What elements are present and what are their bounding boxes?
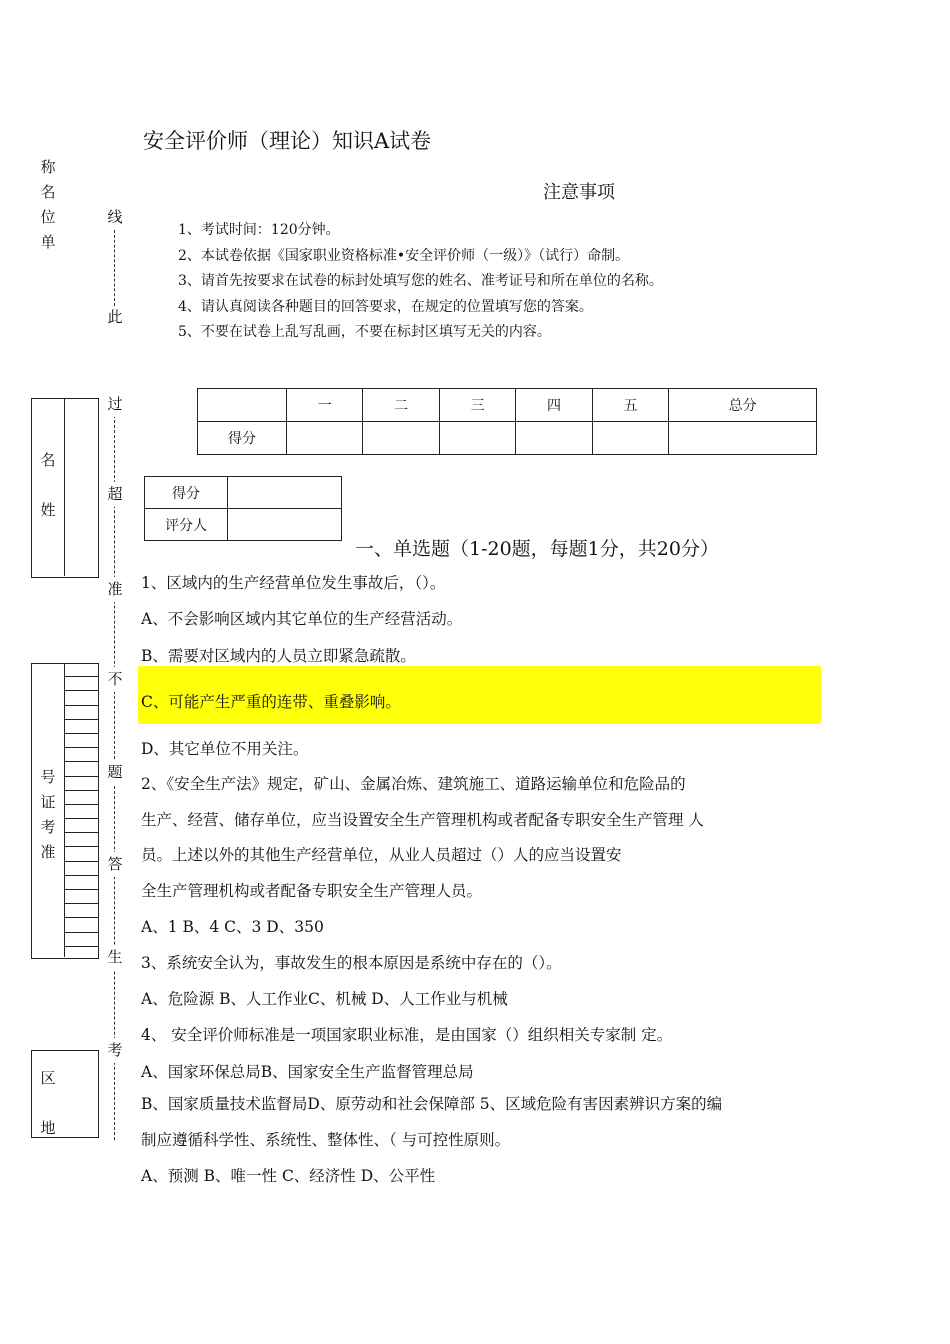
option-line: B、国家质量技术监督局D、原劳动和社会保障部 5、区域危险有害因素辨识方案的编 — [141, 1095, 723, 1113]
score-cell[interactable] — [592, 422, 668, 455]
notice-item: 1、考试时间：120分钟。 — [178, 222, 340, 238]
seal-char-6: 答 — [105, 852, 125, 877]
name-label: 名 姓 — [40, 451, 56, 519]
notice-item: 3、请首先按要求在试卷的标封处填写您的姓名、准考证号和所在单位的名称。 — [178, 273, 663, 289]
question-line: 制应遵循科学性、系统性、整体性、（ 与可控性原则。 — [141, 1131, 511, 1149]
notice-title: 注意事项 — [543, 182, 615, 203]
seal-char-1: 过 — [105, 392, 125, 417]
question-line: 1、区域内的生产经营单位发生事故后，（）。 — [141, 574, 446, 592]
seal-char-5: 题 — [105, 760, 125, 785]
question-line: 员。上述以外的其他生产经营单位，从业人员超过（）人的应当设置安 — [141, 846, 622, 864]
table-header-cell: 五 — [592, 389, 668, 422]
score-cell[interactable] — [516, 422, 592, 455]
seal-text-top: 线 此 — [107, 208, 123, 326]
option-line: B、需要对区域内的人员立即紧急疏散。 — [141, 647, 416, 665]
option-line: D、其它单位不用关注。 — [141, 740, 309, 758]
grader-score-label: 得分 — [145, 477, 228, 509]
table-header-cell: 总分 — [669, 389, 817, 422]
option-line-highlighted: C、可能产生严重的连带、重叠影响。 — [141, 693, 401, 711]
notice-item: 5、不要在试卷上乱写乱画，不要在标封区填写无关的内容。 — [178, 324, 551, 340]
option-line: A、国家环保总局B、国家安全生产监督管理总局 — [141, 1063, 474, 1081]
seal-dashed-line-top — [114, 230, 115, 306]
ticket-label: 号 证 考 准 — [40, 768, 56, 861]
table-header-cell: 一 — [287, 389, 363, 422]
page-title: 安全评价师（理论）知识A试卷 — [143, 129, 432, 153]
table-row-label: 得分 — [198, 422, 287, 455]
notice-item: 2、本试卷依据《国家职业资格标准•安全评价师（一级）》（试行）命制。 — [178, 247, 630, 264]
unit-label: 称 名 位 单 — [40, 158, 56, 251]
option-line: A、1 B、4 C、3 D、350 — [141, 918, 324, 936]
grader-name-cell[interactable] — [228, 509, 342, 541]
notice-item: 4、请认真阅读各种题目的回答要求，在规定的位置填写您的答案。 — [178, 298, 593, 315]
grader-table — [144, 476, 342, 541]
table-header-cell: 二 — [363, 389, 439, 422]
seal-char-8: 考 — [105, 1038, 125, 1063]
option-line: A、预测 B、唯一性 C、经济性 D、公平性 — [141, 1167, 436, 1185]
table-row — [198, 389, 817, 422]
score-cell[interactable] — [439, 422, 515, 455]
seal-char-4: 不 — [105, 667, 125, 692]
score-cell[interactable] — [669, 422, 817, 455]
region-label: 区 地 — [40, 1069, 56, 1137]
table-row — [145, 477, 342, 509]
ticket-number-cells — [64, 663, 99, 957]
table-header-cell: 四 — [516, 389, 592, 422]
name-field-divider — [64, 398, 65, 576]
seal-char-7: 生 — [105, 945, 125, 970]
option-line: A、危险源 B、人工作业C、机械 D、人工作业与机械 — [141, 990, 508, 1008]
table-cell — [198, 389, 287, 422]
score-cell[interactable] — [287, 422, 363, 455]
table-row — [145, 509, 342, 541]
notice-list — [178, 218, 663, 346]
grader-score-cell[interactable] — [228, 477, 342, 509]
grader-name-label: 评分人 — [145, 509, 228, 541]
question-line: 3、系统安全认为，事故发生的根本原因是系统中存在的（）。 — [141, 954, 562, 972]
seal-char-3: 准 — [105, 577, 125, 602]
question-line: 4、 安全评价师标准是一项国家职业标准，是由国家（）组织相关专家制 定。 — [141, 1026, 673, 1044]
question-line: 2、《安全生产法》规定，矿山、金属冶炼、建筑施工、道路运输单位和危险品的 — [141, 775, 686, 793]
table-header-cell: 三 — [439, 389, 515, 422]
question-line: 生产、经营、储存单位，应当设置安全生产管理机构或者配备专职安全生产管理 人 — [141, 811, 704, 829]
question-line: 全生产管理机构或者配备专职安全生产管理人员。 — [141, 882, 483, 900]
score-table — [197, 388, 817, 455]
score-cell[interactable] — [363, 422, 439, 455]
seal-char-2: 超 — [105, 482, 125, 507]
table-row — [198, 422, 817, 455]
option-line: A、不会影响区域内其它单位的生产经营活动。 — [141, 610, 463, 628]
section-title: 一、单选题（1-20题，每题1分，共20分） — [355, 538, 719, 560]
